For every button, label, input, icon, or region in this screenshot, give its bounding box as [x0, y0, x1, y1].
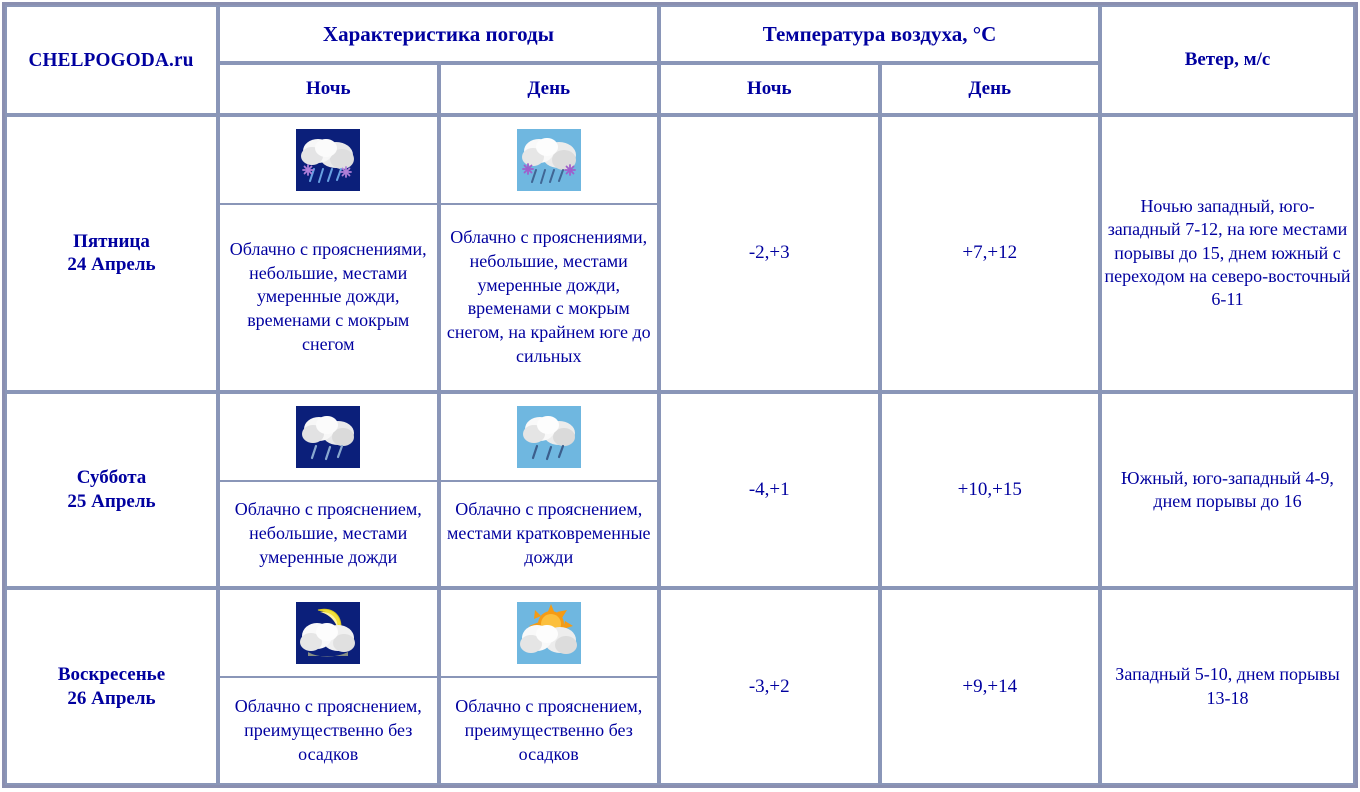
- moon-cloud-night-icon: [296, 602, 360, 664]
- temperature-day: +7,+12: [880, 115, 1101, 392]
- weather-day-description: Облачно с прояснениями, небольшие, местами умеренные дожди, временами с мокрым снегом, на крайнем юге до сильных: [446, 227, 651, 366]
- column-header-temp-night: Ночь: [659, 63, 880, 115]
- temperature-day: +10,+15: [880, 392, 1101, 589]
- temperature-night: -2,+3: [659, 115, 880, 392]
- day-name: Суббота: [76, 467, 147, 489]
- column-header-weather-day: День: [439, 63, 660, 115]
- cloud-rain-snow-night-icon: [296, 129, 360, 191]
- cloud-rain-day-icon: [517, 406, 581, 468]
- cloud-rain-night-icon: [296, 406, 360, 468]
- table-row: [5, 588, 1355, 785]
- site-logo-text: CHELPOGODA.ru: [28, 48, 195, 71]
- wind-description: Ночью западный, юго-западный 7-12, на юге местами порывы до 15, днем южный с переходом на северо-восточный 6-11: [1100, 115, 1355, 392]
- weather-day-description: Облачно с прояснением, преимущественно без осадков: [455, 696, 643, 764]
- weather-night-cell: [218, 115, 439, 392]
- weather-day-description: Облачно с прояснением, местами кратковременные дожди: [446, 499, 651, 567]
- weather-night-description: Облачно с прояснениями, небольшие, местами умеренные дожди, временами с мокрым снегом: [229, 238, 427, 354]
- weather-night-icon-box: [220, 394, 437, 482]
- column-group-temperature: Температура воздуха, °C: [659, 5, 1100, 63]
- row-day-label: [5, 588, 218, 785]
- weather-night-icon-box: [220, 590, 437, 678]
- column-group-wind: Ветер, м/с: [1100, 5, 1355, 115]
- sun-cloud-day-icon: [517, 602, 581, 664]
- cloud-rain-snow-day-icon: [517, 129, 581, 191]
- weather-day-icon-box: [441, 590, 658, 678]
- weather-day-icon-box: [441, 117, 658, 205]
- weather-day-icon-box: [441, 394, 658, 482]
- table-row: [5, 392, 1355, 589]
- weather-night-cell: [218, 392, 439, 589]
- day-date: 25 Апрель: [67, 490, 156, 512]
- weather-day-cell: [439, 392, 660, 589]
- day-name: Пятница: [73, 230, 150, 252]
- weather-night-description: Облачно с прояснением, небольшие, местами умеренные дожди: [234, 499, 422, 567]
- temperature-day: +9,+14: [880, 588, 1101, 785]
- column-header-weather-night: Ночь: [218, 63, 439, 115]
- weather-day-cell: [439, 115, 660, 392]
- weather-night-cell: [218, 588, 439, 785]
- site-logo: [5, 5, 218, 115]
- day-date: 24 Апрель: [67, 254, 156, 276]
- wind-description: Западный 5-10, днем порывы 13-18: [1100, 588, 1355, 785]
- column-header-temp-day: День: [880, 63, 1101, 115]
- temperature-night: -3,+2: [659, 588, 880, 785]
- wind-description: Южный, юго-западный 4-9, днем порывы до 16: [1100, 392, 1355, 589]
- weather-night-icon-box: [220, 117, 437, 205]
- day-date: 26 Апрель: [67, 687, 156, 709]
- temperature-night: -4,+1: [659, 392, 880, 589]
- weather-day-cell: [439, 588, 660, 785]
- table-header-row-groups: [5, 5, 1355, 63]
- weather-forecast-table: [2, 2, 1358, 788]
- column-group-weather: Характеристика погоды: [218, 5, 659, 63]
- row-day-label: [5, 392, 218, 589]
- day-name: Воскресенье: [57, 663, 166, 685]
- weather-night-description: Облачно с прояснением, преимущественно без осадков: [234, 696, 422, 764]
- table-row: [5, 115, 1355, 392]
- row-day-label: [5, 115, 218, 392]
